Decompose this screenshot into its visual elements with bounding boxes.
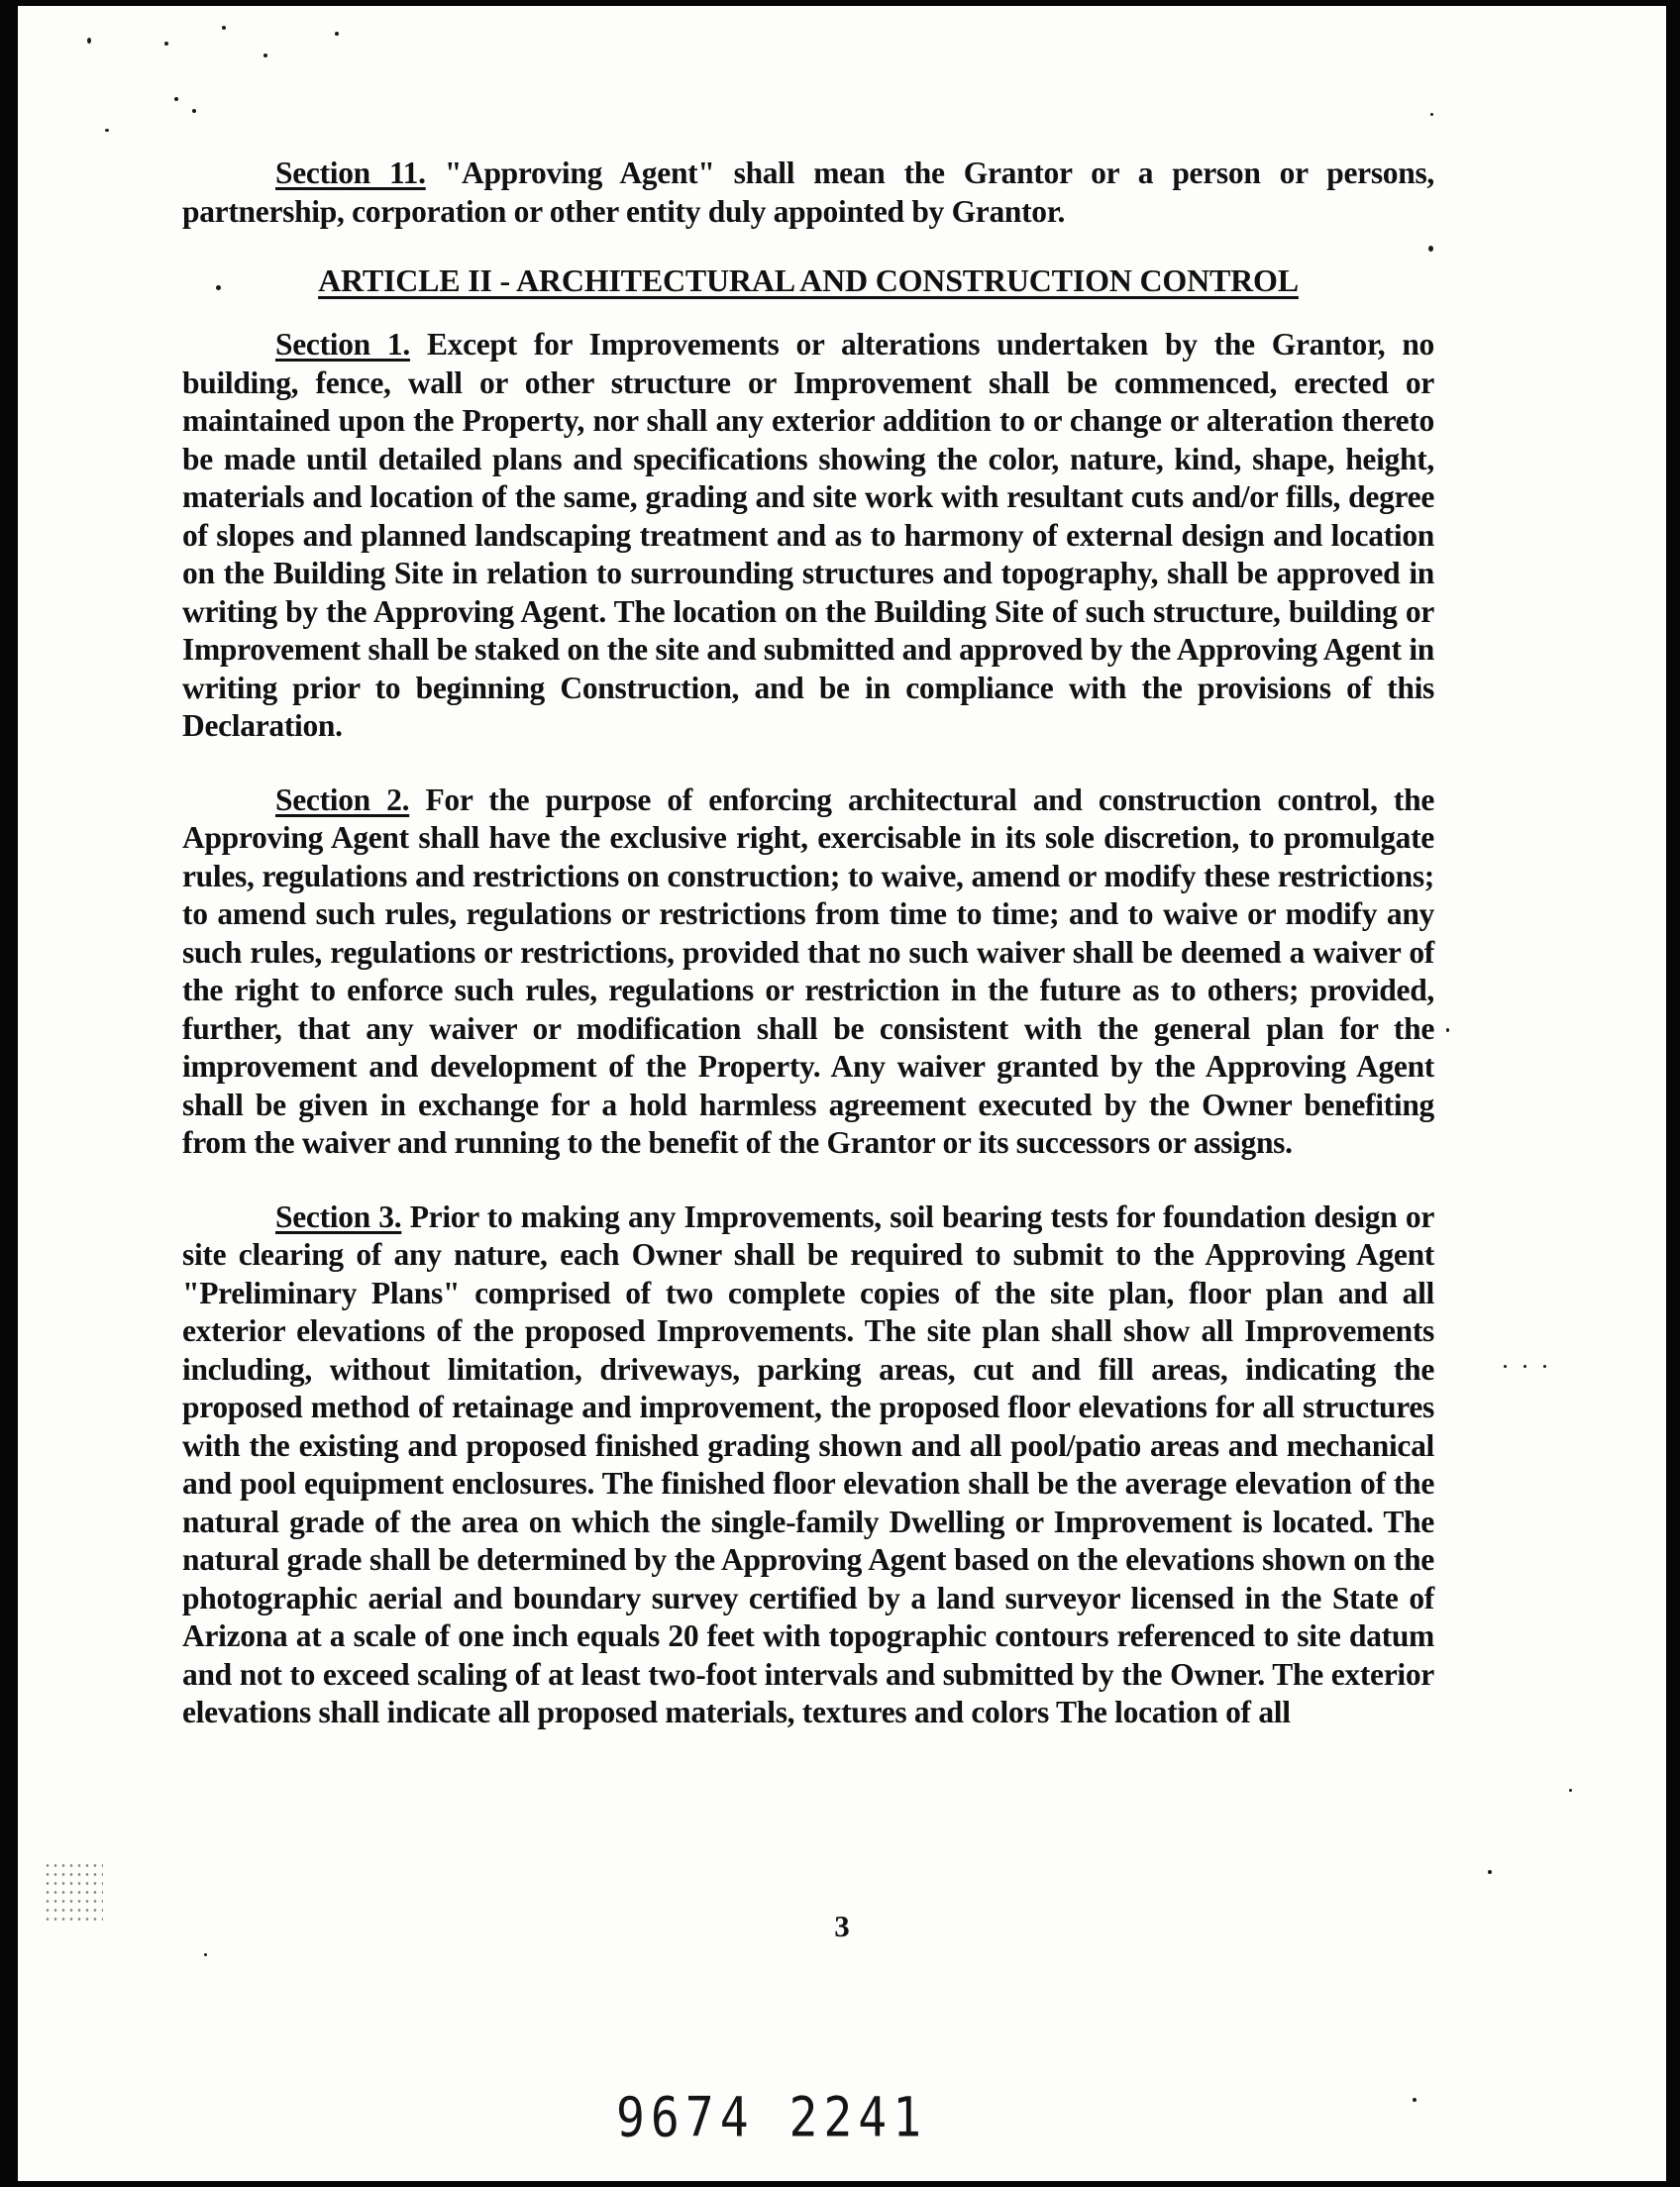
article-heading: ARTICLE II - ARCHITECTURAL AND CONSTRUCTION CONTROL [318, 262, 1299, 298]
scan-speck [1488, 1870, 1492, 1874]
section-3 [182, 1198, 1434, 1732]
document-page [18, 6, 1666, 2181]
scan-speck [1569, 1789, 1572, 1792]
scan-speck [1504, 1365, 1507, 1368]
scan-speck [105, 129, 109, 132]
section-1-label: Section 1. [275, 327, 410, 362]
section-2-label: Section 2. [275, 781, 410, 817]
scan-speck [1413, 2098, 1417, 2102]
scan-speck [87, 38, 91, 44]
scan-speck [1543, 1365, 1546, 1368]
document-body [182, 155, 1434, 1732]
section-1 [182, 326, 1434, 746]
section-11 [182, 155, 1434, 231]
section-2-text: For the purpose of enforcing architectural and construction control, the Approving Agent shall have the exclusive right, exercisable in its sole discretion, to promulgate rules, regulations and restrictions on construction; to waive, amend or modify these restrictions; to amend such rules, regulations or restrictions from time to time; and to waive or modify any such rules, regulations or restrictions, provided that no such waiver shall be deemed a waiver of the right to enforce such rules, regulations or restriction in the future as to others; provided, further, that any waiver or modification shall be consistent with the general plan for the improvement and development of the Property. Any waiver granted by the Approving Agent shall be given in exchange for a hold harmless agreement executed by the Owner benefiting from the waiver and running to the benefit of the Grantor or its successors or assigns. [182, 781, 1435, 1160]
scan-speck [1523, 1365, 1526, 1368]
scan-speck [335, 32, 339, 36]
scan-speck [1430, 113, 1433, 116]
section-11-label: Section 11. [275, 156, 426, 190]
page-number: 3 [834, 1909, 850, 1943]
scan-speck [1446, 1028, 1449, 1032]
section-3-label: Section 3. [275, 1198, 402, 1234]
document-stamp-number: 9674 2241 [616, 2085, 928, 2150]
scan-speck [192, 109, 196, 113]
section-2 [182, 781, 1434, 1163]
scan-speck [263, 53, 267, 57]
scan-speck [204, 1953, 207, 1956]
scan-speck [222, 26, 226, 30]
scan-speck [174, 97, 178, 101]
section-1-text: Except for Improvements or alterations undertaken by the Grantor, no building, fence, wall or other structure or Improvement shall be commenced, erected or maintained upon the Property, nor shall any exterior addition to or change or alteration thereto be made until detailed plans and specifications showing the color, nature, kind, shape, height, materials and location of the same, grading and site work with resultant cuts and/or fills, degree of slopes and planned landscaping treatment and as to harmony of external design and location on the Building Site in relation to surrounding structures and topography, shall be approved in writing by the Approving Agent. The location on the Building Site of such structure, building or Improvement shall be staked on the site and submitted and approved by the Approving Agent in writing prior to beginning Construction, and be in compliance with the provisions of this Declaration. [182, 327, 1435, 743]
scan-speck [164, 42, 168, 46]
section-3-text: Prior to making any Improvements, soil bearing tests for foundation design or site clearing of any nature, each Owner shall be required to submit to the Approving Agent "Preliminary Plans" comprised of two complete copies of the site plan, floor plan and all exterior elevations of the proposed Improvements. The site plan shall show all Improvements including, without limitation, driveways, parking areas, cut and fill areas, indicating the proposed method of retainage and improvement, the proposed floor elevations for all structures with the existing and proposed finished grading shown and all pool/patio areas and mechanical and pool equipment enclosures. The finished floor elevation shall be the average elevation of the natural grade of the area on which the single-family Dwelling or Improvement is located. The natural grade shall be determined by the Approving Agent based on the elevations shown on the photographic aerial and boundary survey certified by a land surveyor licensed in the State of Arizona at a scale of one inch equals 20 feet with topographic contours referenced to site datum and not to exceed scaling of at least two-foot intervals and submitted by the Owner. The exterior elevations shall indicate all proposed materials, textures and colors The location of all [182, 1198, 1435, 1729]
section-11-text: "Approving Agent" shall mean the Grantor or a person or persons, partnership, corporation or other entity duly appointed by Grantor. [182, 156, 1434, 229]
